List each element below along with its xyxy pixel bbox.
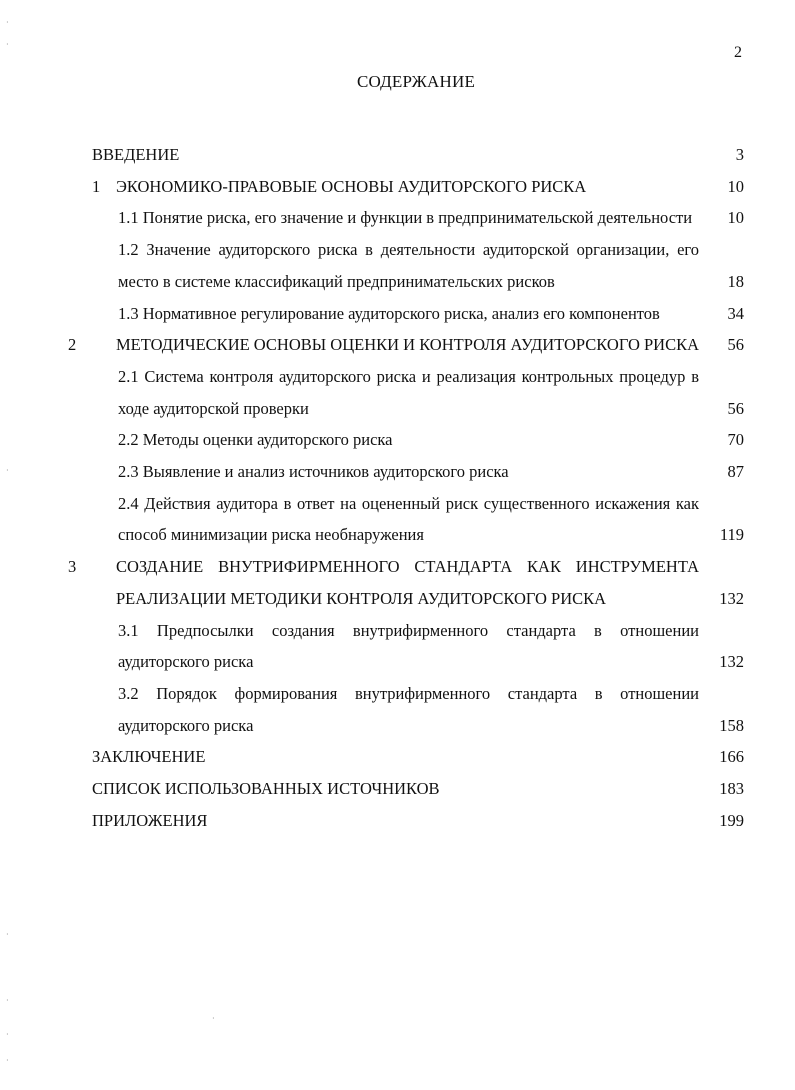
toc-entry-text: ЗАКЛЮЧЕНИЕ <box>92 747 206 767</box>
scan-speck: · <box>6 996 9 1005</box>
toc-entry-section-2-4 <box>92 488 744 551</box>
toc-entry-chapter-1 <box>92 171 744 203</box>
toc-entry-text: 1.3 Нормативное регулирование аудиторского риска, анализ его компонентов <box>118 303 660 323</box>
toc-entry-text: 2.3 Выявление и анализ источников аудиторского риска <box>118 462 509 482</box>
toc-entry-page: 119 <box>719 525 744 545</box>
toc-entry-page: 166 <box>719 747 744 767</box>
toc-entry-text: ПРИЛОЖЕНИЯ <box>92 810 208 830</box>
toc-entry-section-1-3 <box>92 298 744 330</box>
scan-speck: · <box>6 930 9 939</box>
toc-entry-page: 158 <box>719 715 744 735</box>
toc-entry-section-1-2 <box>92 234 744 297</box>
toc-entry-text: 2.1 Система контроля аудиторского риска и реализация контрольных процедур в ходе аудиторской проверки <box>118 366 699 418</box>
toc-entry-text: 3.2 Порядок формирования внутрифирменного стандарта в отношении аудиторского риска <box>118 683 699 735</box>
toc-entry-page: 34 <box>727 303 744 323</box>
table-of-contents <box>68 139 744 836</box>
toc-entry-text: 2.4 Действия аудитора в ответ на оцененный риск существенного искажения как способ минимизации риска необнаружения <box>118 493 699 545</box>
page-title: СОДЕРЖАНИЕ <box>356 72 476 91</box>
scan-speck: · <box>212 1014 215 1023</box>
toc-entry-page: 132 <box>719 588 744 608</box>
toc-entry-text: 3.1 Предпосылки создания внутрифирменного стандарта в отношении аудиторского риска <box>118 620 699 672</box>
toc-entry-title: ЭКОНОМИКО-ПРАВОВЫЕ ОСНОВЫ АУДИТОРСКОГО РИСКА <box>116 176 587 196</box>
toc-entry-page: 56 <box>727 335 744 355</box>
toc-entry-appendices <box>92 805 744 837</box>
toc-entry-text: 1.1 Понятие риска, его значение и функции в предпринимательской деятельности <box>118 208 693 228</box>
toc-entry-section-3-1 <box>92 615 744 678</box>
toc-entry-number: 1 <box>92 176 101 196</box>
toc-entry-page: 132 <box>719 652 744 672</box>
toc-entry-number: 2 <box>68 335 77 355</box>
scan-speck: · <box>6 466 9 475</box>
toc-entry-number: 3 <box>68 557 77 577</box>
toc-entry-text: 2.2 Методы оценки аудиторского риска <box>118 430 393 450</box>
toc-entry-title: МЕТОДИЧЕСКИЕ ОСНОВЫ ОЦЕНКИ И КОНТРОЛЯ АУДИТОРСКОГО РИСКА <box>116 335 700 355</box>
toc-entry-text: ВВЕДЕНИЕ <box>92 145 180 164</box>
toc-entry-references <box>92 773 744 805</box>
toc-entry-introduction <box>92 139 744 171</box>
toc-entry-text <box>92 171 744 203</box>
toc-entry-page: 10 <box>727 176 744 196</box>
toc-entry-text: 1.2 Значение аудиторского риска в деятельности аудиторской организации, его место в системе классификаций предпринимательских рисков <box>118 240 699 291</box>
toc-entry-page: 18 <box>727 271 744 291</box>
toc-entry-chapter-2 <box>68 329 744 361</box>
scan-speck: · <box>6 40 9 49</box>
toc-entry-text <box>68 329 744 361</box>
toc-entry-conclusion <box>92 741 744 773</box>
toc-entry-page: 183 <box>719 779 744 799</box>
toc-entry-page: 10 <box>727 208 744 228</box>
toc-entry-page: 70 <box>727 430 744 450</box>
toc-entry-section-2-2 <box>92 424 744 456</box>
toc-entry-page: 199 <box>719 810 744 830</box>
toc-entry-title: СОЗДАНИЕ ВНУТРИФИРМЕННОГО СТАНДАРТА КАК ИНСТРУМЕНТА РЕАЛИЗАЦИИ МЕТОДИКИ КОНТРОЛЯ АУДИТОРСКОГО РИСКА <box>116 557 699 608</box>
scan-speck: · <box>6 18 9 27</box>
toc-entry-section-3-2 <box>92 678 744 741</box>
toc-entry-section-1-1 <box>92 202 744 234</box>
toc-entry-chapter-3 <box>68 551 744 614</box>
page-number: 2 <box>734 44 742 61</box>
toc-entry-section-2-3 <box>92 456 744 488</box>
scan-speck: · <box>6 1056 9 1065</box>
toc-entry-text <box>68 551 744 614</box>
toc-entry-section-2-1 <box>92 361 744 424</box>
toc-entry-page: 3 <box>735 145 744 164</box>
toc-entry-page: 56 <box>727 398 744 418</box>
toc-entry-page: 87 <box>727 462 744 482</box>
scan-speck: · <box>6 1030 9 1039</box>
toc-entry-text: СПИСОК ИСПОЛЬЗОВАННЫХ ИСТОЧНИКОВ <box>92 779 440 799</box>
